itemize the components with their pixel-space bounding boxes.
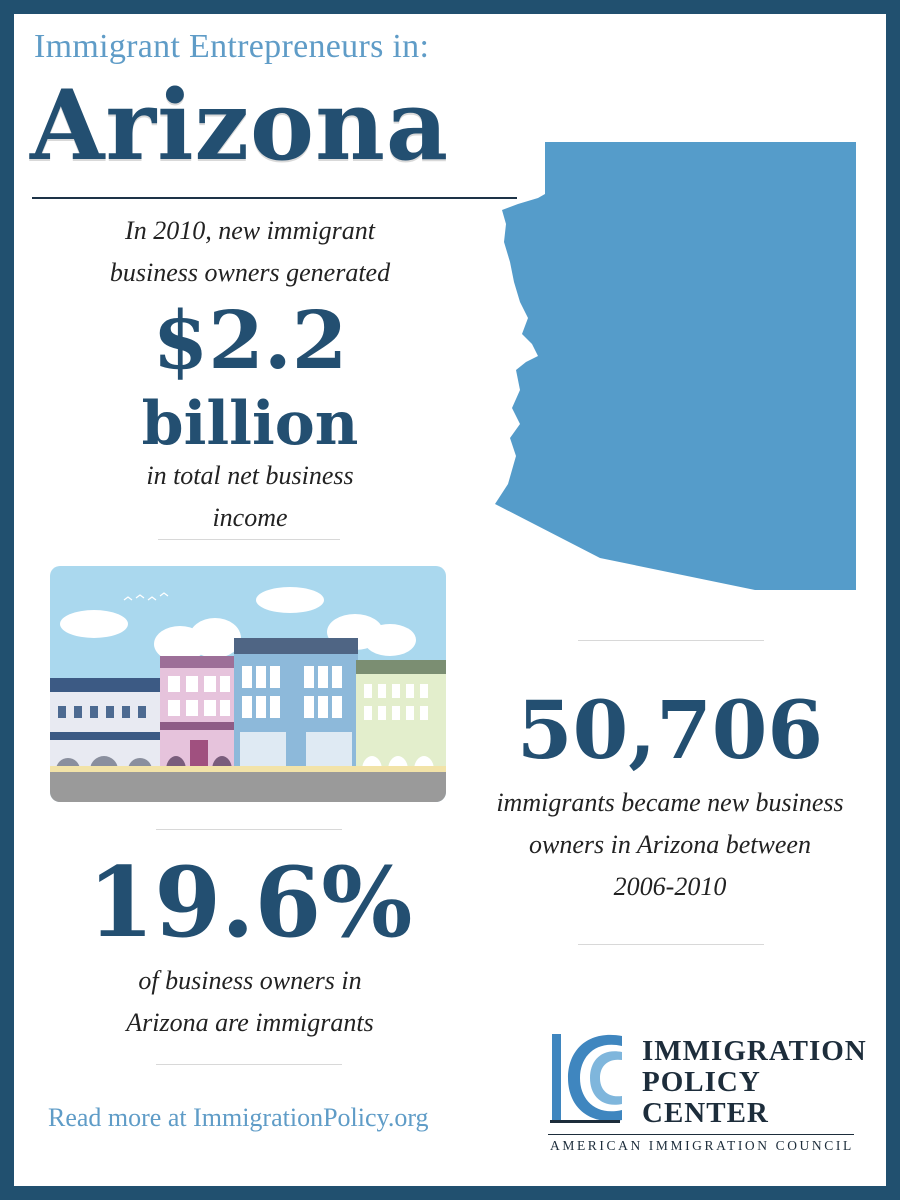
new-owners-caption-line3: 2006-2010 [613,872,727,901]
share-caption-line1: of business owners in [138,966,362,995]
new-owners-caption [470,782,870,908]
ipc-logo [548,1028,867,1158]
divider-owners-bottom [578,944,764,945]
storefront-illustration-icon [50,566,446,802]
income-intro-line2: business owners generated [109,258,391,287]
logo-line1: IMMIGRATION [642,1035,867,1067]
divider-share-top [156,829,342,830]
new-owners-caption-line2: owners in Arizona between [529,830,811,859]
income-amount: $2.2 [152,293,348,387]
logo-line2: POLICY [642,1066,761,1098]
state-title: Arizona [30,69,450,182]
income-caption-line1: in total net business [146,461,354,490]
logo-wordmark [642,1036,867,1129]
logo-divider [548,1134,854,1135]
income-intro-line1: In 2010, new immigrant [125,216,375,245]
logo-subtitle: AMERICAN IMMIGRATION COUNCIL [550,1138,854,1153]
divider-income [158,539,340,540]
ipc-logo-mark-icon [548,1028,628,1128]
income-caption-line2: income [212,503,288,532]
income-unit: billion [141,389,359,459]
new-owners-caption-line1: immigrants became new business [496,788,844,817]
arizona-map-icon [490,138,860,598]
share-caption-line2: Arizona are immigrants [126,1008,374,1037]
read-more-link[interactable]: Read more at ImmigrationPolicy.org [48,1103,429,1132]
new-owners-value: 50,706 [516,683,824,777]
share-caption [70,960,430,1044]
share-value: 19.6% [87,846,413,959]
divider-owners-top [578,640,764,641]
divider-share-bottom [156,1064,342,1065]
income-intro [70,210,430,294]
income-caption [70,455,430,539]
logo-line3: CENTER [642,1097,769,1129]
title-divider [32,197,517,199]
infographic-heading: Immigrant Entrepreneurs in: [34,28,430,65]
